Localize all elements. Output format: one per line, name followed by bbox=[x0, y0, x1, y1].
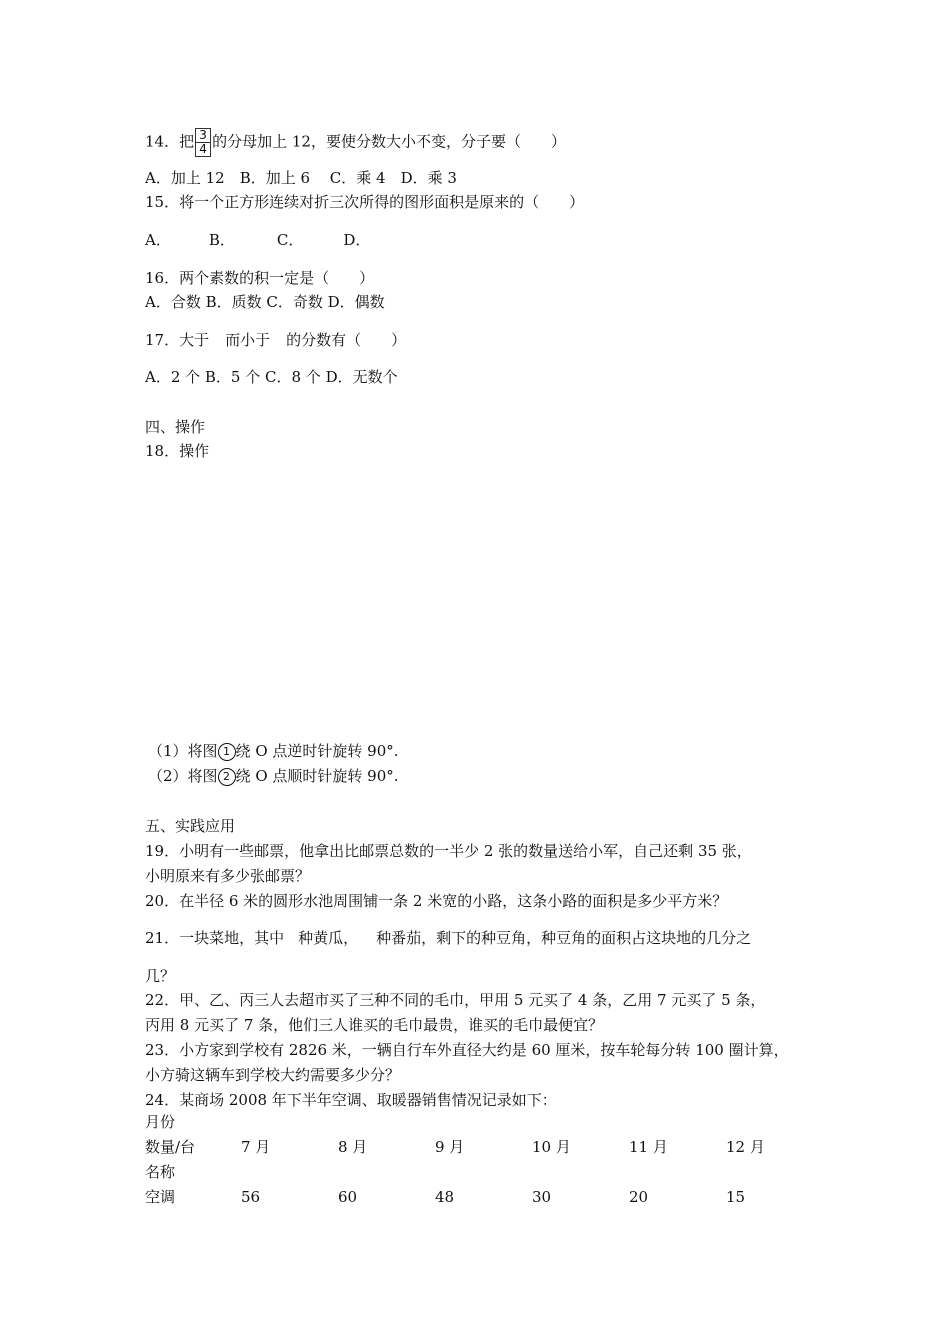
circled-number-1: 1 bbox=[218, 743, 236, 761]
table-cell: 60 bbox=[338, 1188, 358, 1206]
q22-line1: 22．甲、乙、丙三人去超市买了三种不同的毛巾，甲用 5 元买了 4 条，乙用 7 元买了 5 条， bbox=[145, 991, 766, 1009]
q15-opt-c: C． bbox=[276, 231, 304, 249]
table-cell: 15 bbox=[726, 1188, 746, 1206]
q23-line2: 小方骑这辆车到学校大约需要多少分？ bbox=[145, 1066, 401, 1084]
table-cell: 30 bbox=[532, 1188, 552, 1206]
q22-line2: 丙用 8 元买了 7 条，他们三人谁买的毛巾最贵，谁买的毛巾最便宜？ bbox=[145, 1016, 604, 1034]
table-month-cell: 7 月 bbox=[241, 1138, 271, 1156]
section4-title: 四、操作 bbox=[145, 418, 206, 436]
q17-part3: 的分数有（ ） bbox=[286, 331, 407, 349]
q18-sub1-pre: （1）将图 bbox=[148, 742, 218, 760]
q21-part2: 种黄瓜， bbox=[298, 929, 359, 947]
q21-line2: 几？ bbox=[145, 967, 176, 985]
q14-frac-num: 3 bbox=[196, 129, 210, 143]
q15-stem: 15．将一个正方形连续对折三次所得的图形面积是原来的（ ） bbox=[145, 193, 585, 211]
q15-opt-b: B． bbox=[208, 231, 235, 249]
table-header-name: 名称 bbox=[145, 1163, 176, 1181]
q17-stem bbox=[145, 330, 406, 350]
q14-options: A．加上 12 B．加上 6 C．乘 4 D．乘 3 bbox=[145, 169, 457, 187]
table-month-cell: 9 月 bbox=[435, 1138, 465, 1156]
q18-sub1-post: 绕 O 点逆时针旋转 90°. bbox=[235, 742, 399, 760]
table-row bbox=[145, 1187, 825, 1207]
table-month-cell: 11 月 bbox=[629, 1138, 668, 1156]
table-cell: 20 bbox=[629, 1188, 649, 1206]
q15-opt-a: A． bbox=[145, 231, 171, 249]
q14-stem bbox=[145, 128, 566, 157]
q18-sub2-post: 绕 O 点顺时针旋转 90°. bbox=[235, 767, 399, 785]
table-cell: 48 bbox=[435, 1188, 455, 1206]
table-header-row bbox=[145, 1137, 825, 1157]
table-header-month: 月份 bbox=[145, 1113, 176, 1131]
q17-options: A．2 个 B．5 个 C．8 个 D．无数个 bbox=[145, 368, 398, 386]
q17-part2: 而小于 bbox=[225, 331, 271, 349]
q16-options: A．合数 B．质数 C．奇数 D．偶数 bbox=[145, 293, 385, 311]
q18-sub1 bbox=[148, 741, 399, 761]
q14-post: 的分母加上 12，要使分数大小不变，分子要（ ） bbox=[212, 132, 566, 151]
table-header-top-row bbox=[145, 1112, 825, 1132]
table-cell: 56 bbox=[241, 1188, 261, 1206]
q21-part3: 种番茄，剩下的种豆角，种豆角的面积占这块地的几分之 bbox=[376, 929, 752, 947]
q24-stem: 24．某商场 2008 年下半年空调、取暖器销售情况记录如下： bbox=[145, 1091, 557, 1109]
q15-opt-d: D． bbox=[343, 231, 371, 249]
table-month-cell: 8 月 bbox=[338, 1138, 368, 1156]
q19-line2: 小明原来有多少张邮票？ bbox=[145, 867, 311, 885]
section5-title: 五、实践应用 bbox=[145, 817, 236, 835]
q21-part1: 21．一块菜地，其中 bbox=[145, 929, 285, 947]
table-row-label: 空调 bbox=[145, 1188, 176, 1206]
q14-pre: 14．把 bbox=[145, 132, 195, 151]
table-header-bottom-row bbox=[145, 1162, 825, 1182]
q17-part1: 17．大于 bbox=[145, 331, 210, 349]
q19-line1: 19．小明有一些邮票，他拿出比邮票总数的一半少 2 张的数量送给小军，自己还剩 35 张， bbox=[145, 842, 752, 860]
q14-fraction bbox=[195, 128, 211, 157]
q18-sub2 bbox=[148, 766, 399, 786]
table-header-quantity: 数量/台 bbox=[145, 1138, 196, 1156]
q14-frac-den: 4 bbox=[199, 142, 207, 156]
table-month-cell: 10 月 bbox=[532, 1138, 571, 1156]
q18-stem: 18．操作 bbox=[145, 442, 210, 460]
q18-sub2-pre: （2）将图 bbox=[148, 767, 218, 785]
q16-stem: 16．两个素数的积一定是（ ） bbox=[145, 269, 375, 287]
q20-stem: 20．在半径 6 米的圆形水池周围铺一条 2 米宽的小路，这条小路的面积是多少平方米？ bbox=[145, 892, 728, 910]
q21-line1 bbox=[145, 928, 751, 948]
table-month-cell: 12 月 bbox=[726, 1138, 765, 1156]
q23-line1: 23．小方家到学校有 2826 米，一辆自行车外直径大约是 60 厘米，按车轮每分转 100 圈计算， bbox=[145, 1041, 789, 1059]
q15-options bbox=[145, 230, 370, 250]
circled-number-2: 2 bbox=[218, 768, 236, 786]
